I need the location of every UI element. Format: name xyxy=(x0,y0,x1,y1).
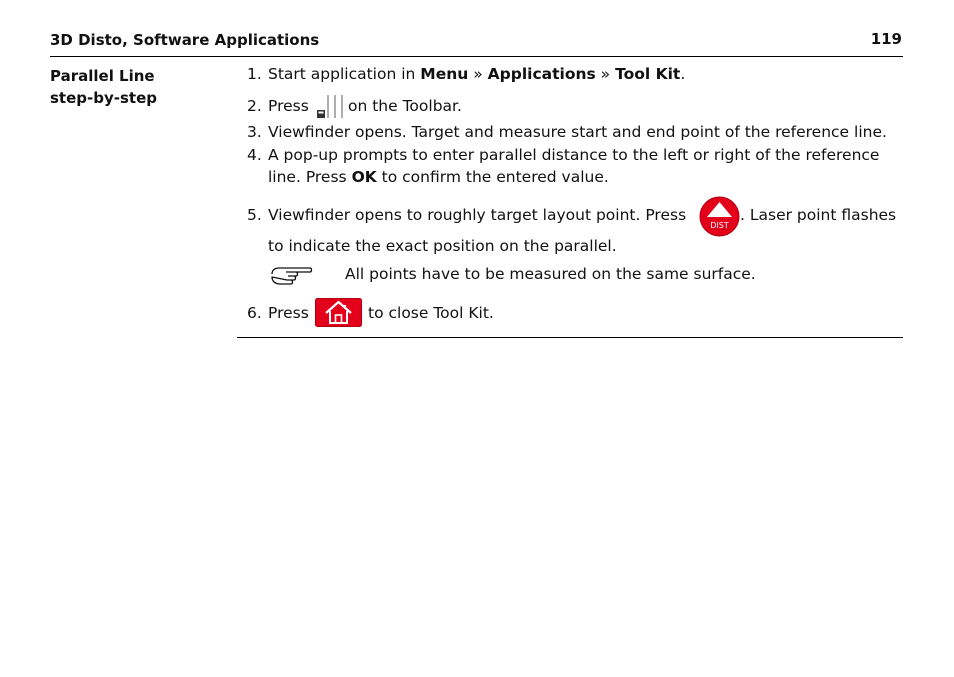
menu-label: Menu xyxy=(420,65,469,83)
section-label-line2: step-by-step xyxy=(50,89,157,107)
ok-label: OK xyxy=(351,168,377,186)
applications-label: Applications xyxy=(487,65,596,83)
step-text: Viewfinder opens. Target and measure start and end point of the reference line. xyxy=(268,123,887,141)
step-4-line2 xyxy=(268,166,609,188)
step-5-line2: to indicate the exact position on the parallel. xyxy=(268,237,617,255)
step-6-text-after: to close Tool Kit. xyxy=(368,304,494,322)
bottom-rule xyxy=(237,337,903,338)
step-text: A pop-up prompts to enter parallel distance to the left or right of the reference xyxy=(268,146,880,164)
step-text: Viewfinder opens to roughly target layout point. Press xyxy=(268,206,687,224)
step-3 xyxy=(247,121,887,143)
dist-button-icon xyxy=(699,196,740,237)
step-number: 3. xyxy=(247,123,262,141)
step-number: 5. xyxy=(247,206,262,224)
step-number: 1. xyxy=(247,65,262,83)
step-text: Start application in xyxy=(268,65,421,83)
step-number: 4. xyxy=(247,146,262,164)
step-text: Press xyxy=(268,304,309,322)
step-4 xyxy=(247,144,879,166)
pointing-hand-icon xyxy=(270,265,314,289)
home-icon xyxy=(315,298,362,327)
header-rule xyxy=(50,56,903,57)
separator: » xyxy=(468,65,488,83)
toolkit-label: Tool Kit xyxy=(615,65,681,83)
section-label-line1: Parallel Line xyxy=(50,67,155,85)
step-5-text-after: . Laser point flashes xyxy=(740,206,897,224)
step-text: line. Press xyxy=(268,168,352,186)
step-number: 6. xyxy=(247,304,262,322)
step-2-text-after: on the Toolbar. xyxy=(348,97,462,115)
step-number: 2. xyxy=(247,97,262,115)
parallel-line-icon xyxy=(315,93,345,120)
step-text: to confirm the entered value. xyxy=(376,168,609,186)
dist-label: DIST xyxy=(710,221,729,230)
note-text: All points have to be measured on the same surface. xyxy=(345,265,756,283)
step-text-end: . xyxy=(680,65,686,83)
step-6 xyxy=(247,302,309,324)
separator: » xyxy=(595,65,616,83)
header-title: 3D Disto, Software Applications xyxy=(50,31,320,49)
step-1 xyxy=(247,63,685,85)
section-label xyxy=(50,65,157,109)
step-2 xyxy=(247,95,309,117)
step-5 xyxy=(247,204,686,226)
step-text: Press xyxy=(268,97,309,115)
page-number: 119 xyxy=(870,30,902,48)
